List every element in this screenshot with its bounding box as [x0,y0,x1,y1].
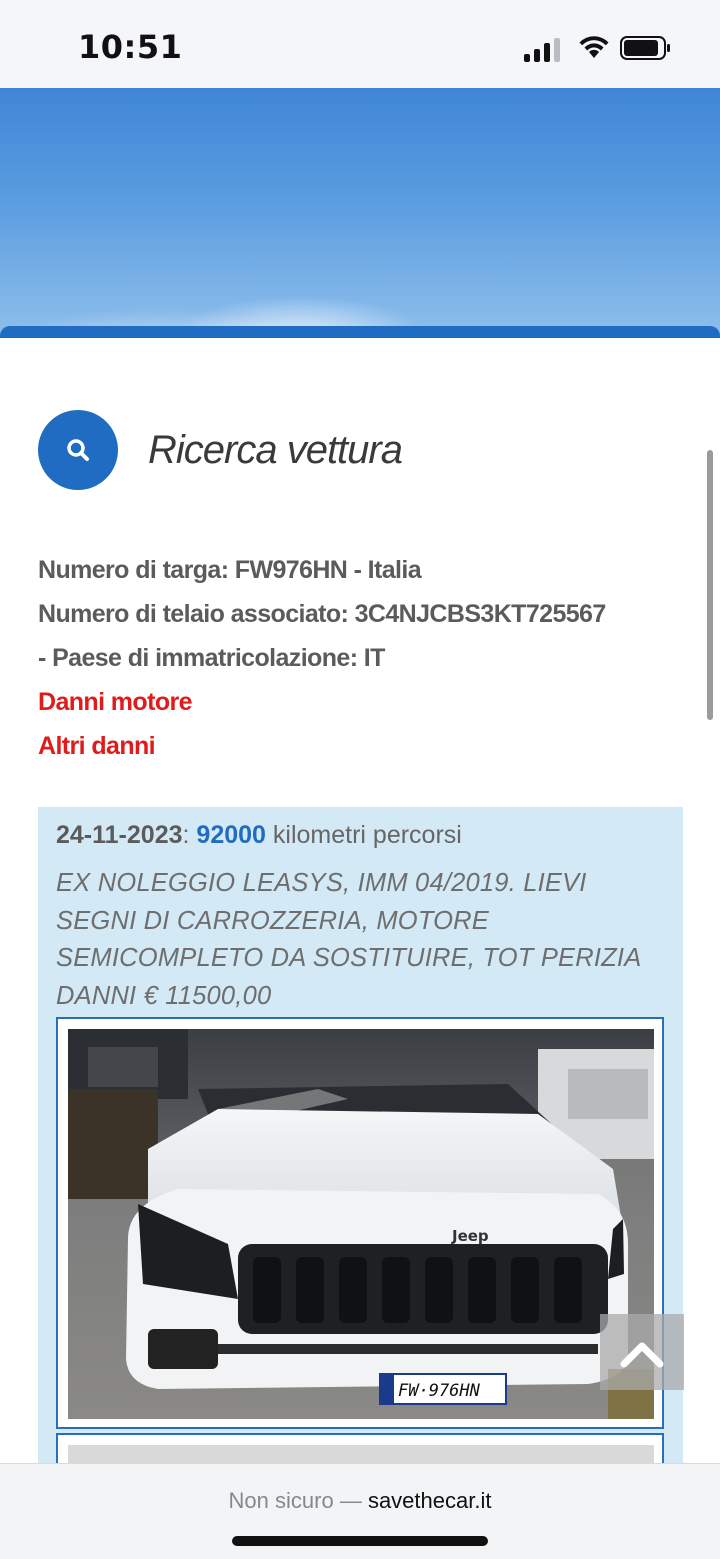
battery-icon [620,36,672,60]
record-header [56,821,462,850]
wifi-icon [578,34,610,62]
status-bar [0,0,720,88]
vin-line: Numero di telaio associato: 3C4NJCBS3KT725567 [38,600,606,628]
license-plate: FW·976HN [398,1381,480,1401]
record-separator: : [182,821,190,849]
vehicle-badge: Jeep [452,1227,489,1245]
vehicle-photo-frame[interactable] [56,1017,664,1429]
home-indicator[interactable] [232,1536,488,1546]
vehicle-photo[interactable] [68,1029,654,1419]
record-date: 24-11-2023 [56,821,183,849]
record-description: EX NOLEGGIO LEASYS, IMM 04/2019. LIEVI SEGNI DI CARROZZERIA, MOTORE SEMICOMPLETO DA SOSTITUIRE, TOT PERIZIA DANNI € 11500,00 [56,869,641,1010]
page-title: Ricerca vettura [148,428,402,472]
registration-country-line: - Paese di immatricolazione: IT [38,644,385,672]
record-km-label: kilometri percorsi [265,821,462,849]
scrollbar[interactable] [707,450,713,720]
status-time: 10:51 [78,28,183,66]
chevron-up-icon [620,1336,664,1368]
search-icon [65,437,91,463]
auction-record [38,807,683,1467]
damage-engine-label: Danni motore [38,688,192,716]
search-button[interactable] [38,410,118,490]
url-domain: savethecar.it [367,1488,492,1513]
cellular-signal-icon [524,36,564,62]
security-status: Non sicuro — [228,1488,368,1513]
back-to-top-button[interactable] [600,1314,684,1390]
record-km: 92000 [196,821,266,849]
damage-other-label: Altri danni [38,732,156,760]
browser-address-bar[interactable] [0,1463,720,1559]
plate-number-line: Numero di targa: FW976HN - Italia [38,556,422,584]
url-display[interactable] [0,1488,720,1514]
hero-banner [0,88,720,338]
